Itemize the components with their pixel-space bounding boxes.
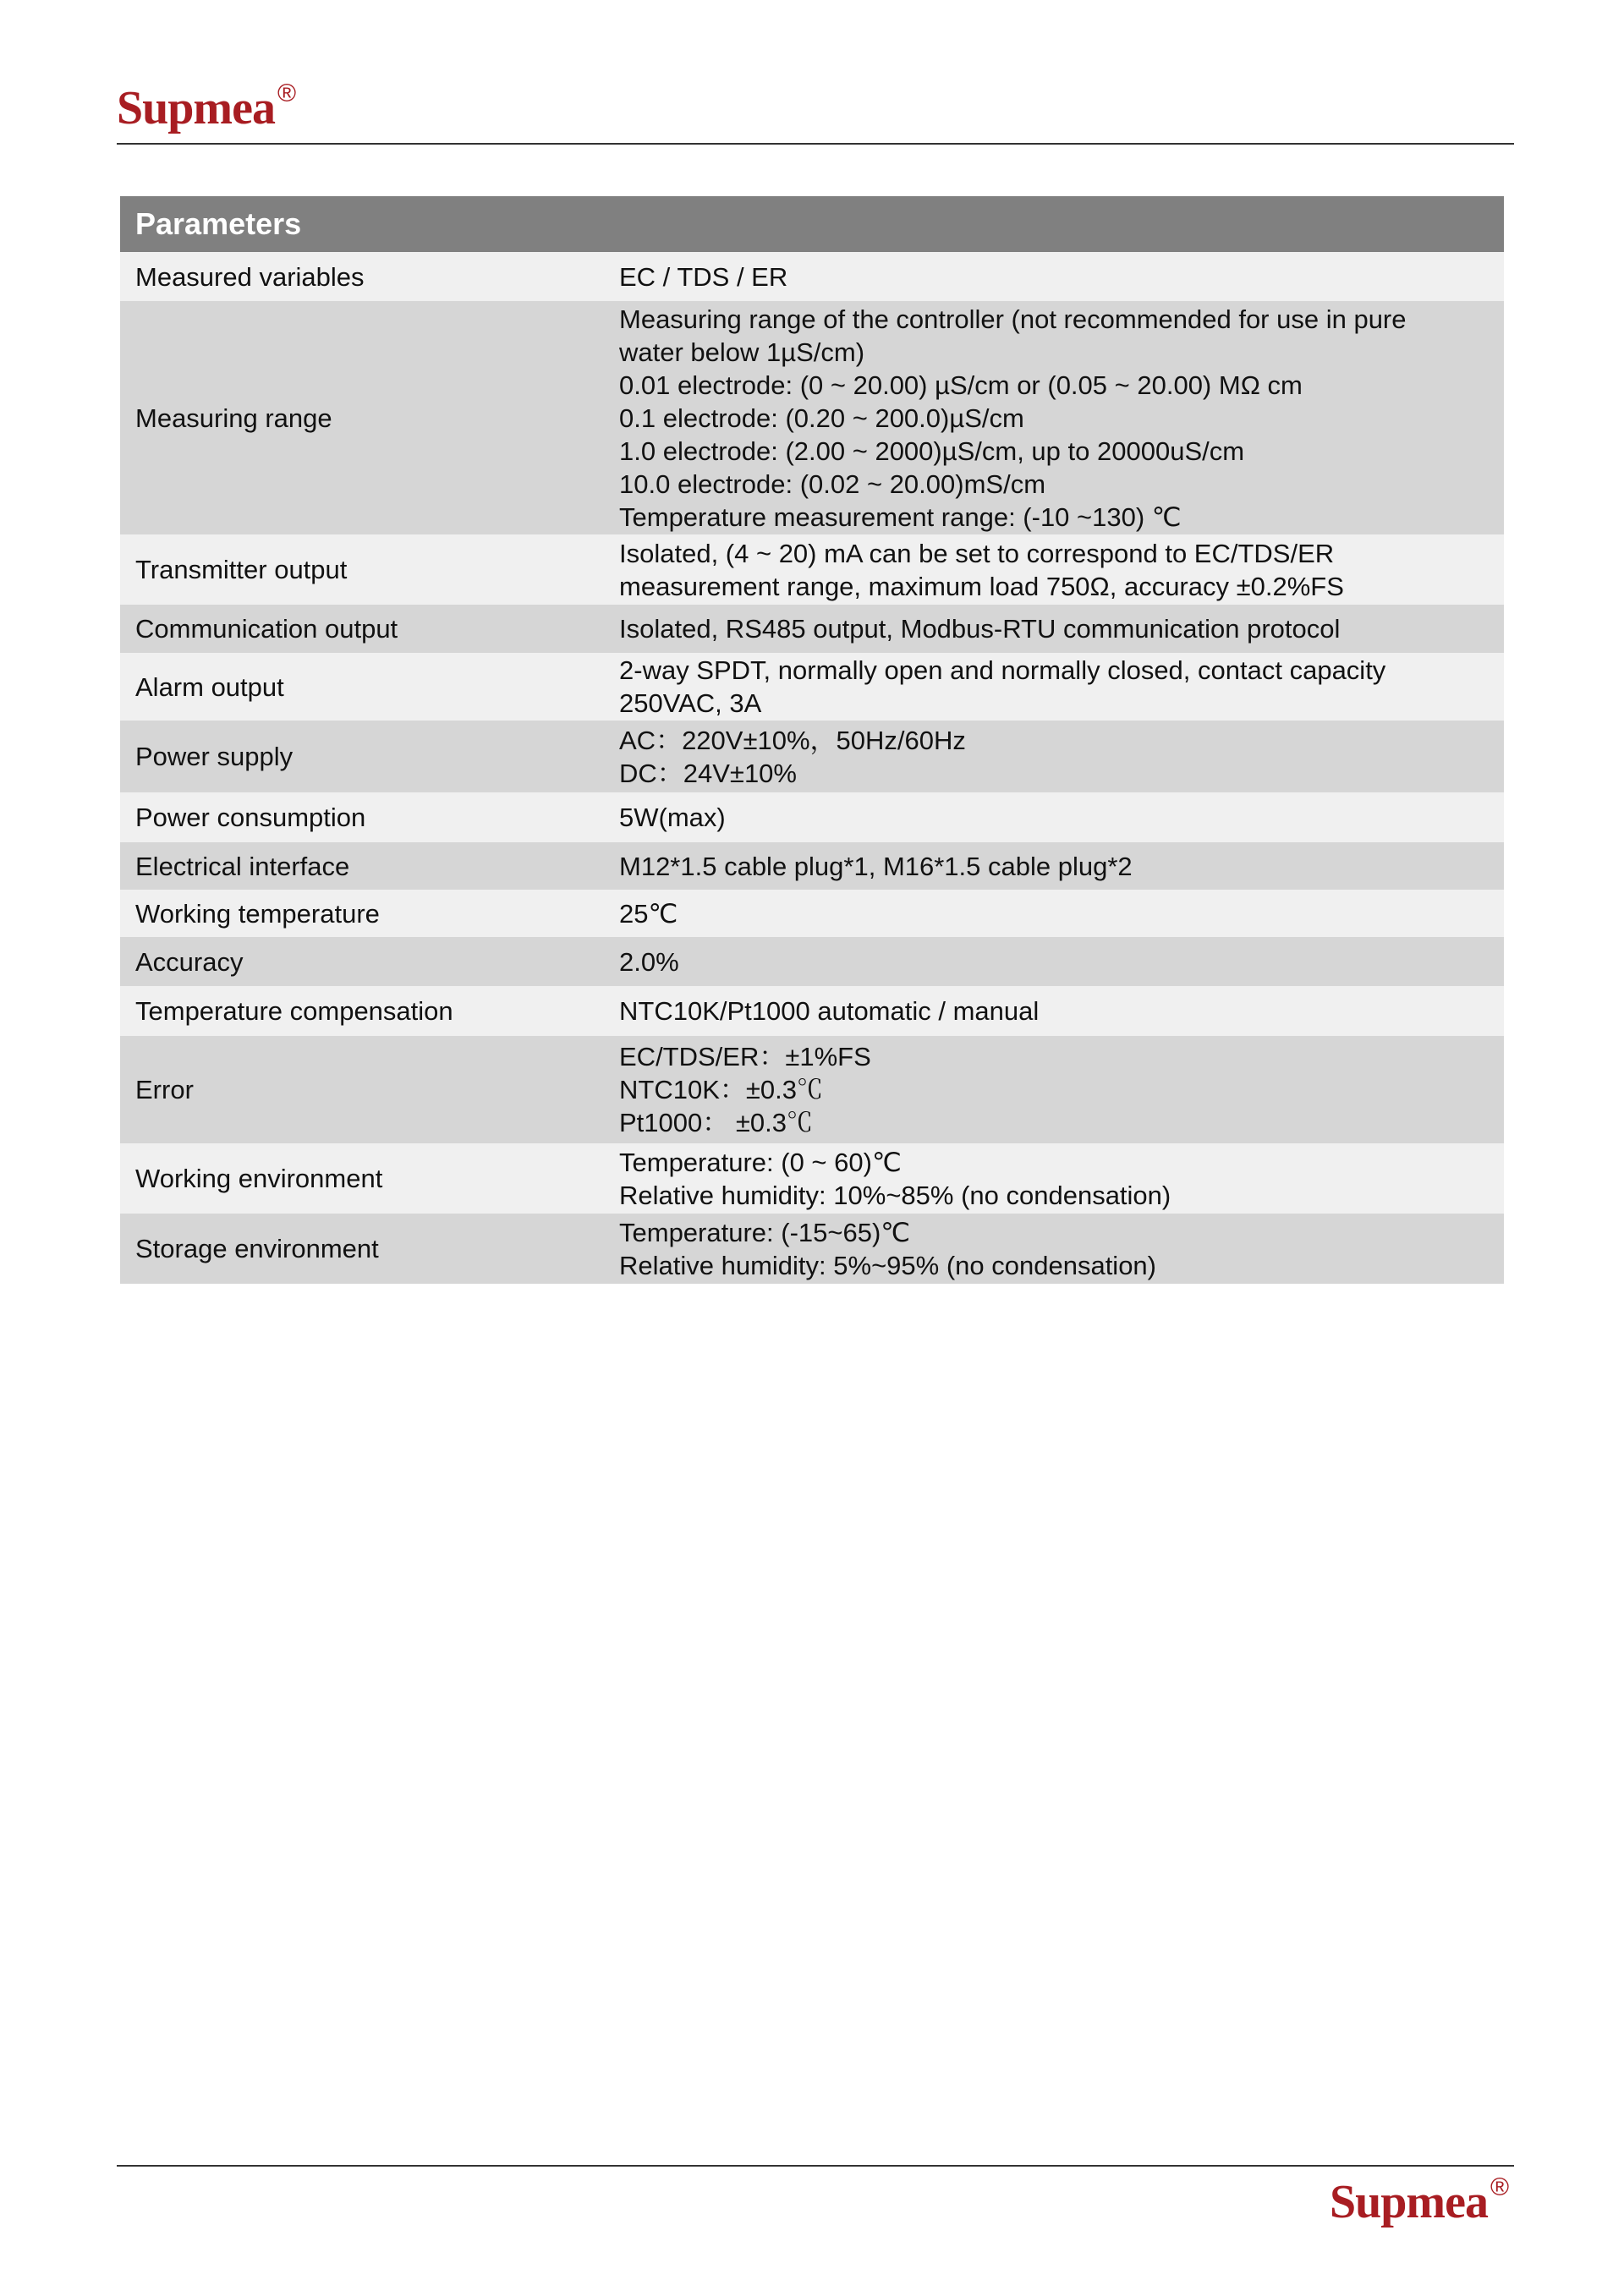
registered-mark: ® (1490, 2173, 1509, 2202)
param-value: EC / TDS / ER (619, 261, 788, 292)
param-value: Isolated, RS485 output, Modbus-RTU communication protocol (619, 614, 1341, 644)
param-label: Accuracy (135, 946, 244, 977)
footer-divider (117, 2165, 1514, 2167)
param-value: 2-way SPDT, normally open and normally closed, contact capacity 250VAC, 3A (619, 655, 1386, 718)
brand-name: Supmea (117, 82, 275, 134)
param-value: EC/TDS/ER：±1%FS NTC10K：±0.3℃ Pt1000： ±0.3℃ (619, 1042, 871, 1137)
table-row (120, 721, 1504, 792)
table-row (120, 1036, 1504, 1143)
param-value: 5W(max) (619, 803, 726, 832)
param-value: Isolated, (4 ~ 20) mA can be set to correspond to EC/TDS/ER measurement range, maximum load 750Ω, accuracy ±0.2%FS (619, 538, 1344, 601)
param-value: AC：220V±10%，50Hz/60Hz DC：24V±10% (619, 725, 966, 788)
table-row (120, 605, 1504, 653)
param-label: Electrical interface (135, 851, 350, 881)
param-value: NTC10K/Pt1000 automatic / manual (619, 996, 1040, 1026)
param-label: Measuring range (135, 403, 332, 433)
brand-logo (117, 81, 295, 135)
param-label: Storage environment (135, 1234, 379, 1263)
table-row (120, 890, 1504, 937)
table-row (120, 653, 1504, 721)
param-value: Measuring range of the controller (not recommended for use in pure water below 1µS/cm) 0.01 electrode: (0 ~ 20.00) µS/cm or (0.05 ~ 20.00) MΩ cm 0.1 electrode: (0.20 ~ 200.0)µS/cm 1.0 electrode: (2.00 ~ 2000)µS/cm, up to 20000uS/cm 10.0 electrode: (0.02 ~ 20.00)mS/cm Temperature measurement range: (-10 ~130) ℃ (619, 304, 1407, 532)
table-row (120, 1143, 1504, 1214)
param-value: Temperature: (-15~65)℃ Relative humidity: 5%~95% (no condensation) (619, 1217, 1157, 1280)
table-row (120, 986, 1504, 1036)
header-divider (117, 143, 1514, 145)
param-label: Working temperature (135, 898, 380, 929)
param-label: Temperature compensation (135, 996, 453, 1026)
param-label: Working environment (135, 1164, 383, 1193)
table-row (120, 252, 1504, 301)
table-row (120, 301, 1504, 534)
table-row (120, 534, 1504, 605)
table-row (120, 842, 1504, 890)
registered-mark: ® (277, 79, 296, 108)
footer-logo (1330, 2175, 1508, 2229)
table-row (120, 1214, 1504, 1284)
parameters-table (120, 196, 1504, 1284)
param-label: Alarm output (135, 671, 284, 702)
param-value: 25℃ (619, 898, 678, 929)
param-label: Error (135, 1075, 194, 1104)
param-label: Power consumption (135, 803, 366, 832)
param-label: Communication output (135, 614, 398, 644)
param-value: M12*1.5 cable plug*1, M16*1.5 cable plug*2 (619, 851, 1133, 881)
param-label: Measured variables (135, 261, 365, 292)
table-row (120, 792, 1504, 842)
table-row (120, 937, 1504, 986)
param-label: Power supply (135, 742, 294, 771)
param-label: Transmitter output (135, 555, 348, 584)
param-value: 2.0% (619, 946, 679, 977)
brand-name: Supmea (1330, 2176, 1488, 2228)
param-value: Temperature: (0 ~ 60)℃ Relative humidity: 10%~85% (no condensation) (619, 1147, 1171, 1210)
table-title: Parameters (120, 196, 1504, 252)
